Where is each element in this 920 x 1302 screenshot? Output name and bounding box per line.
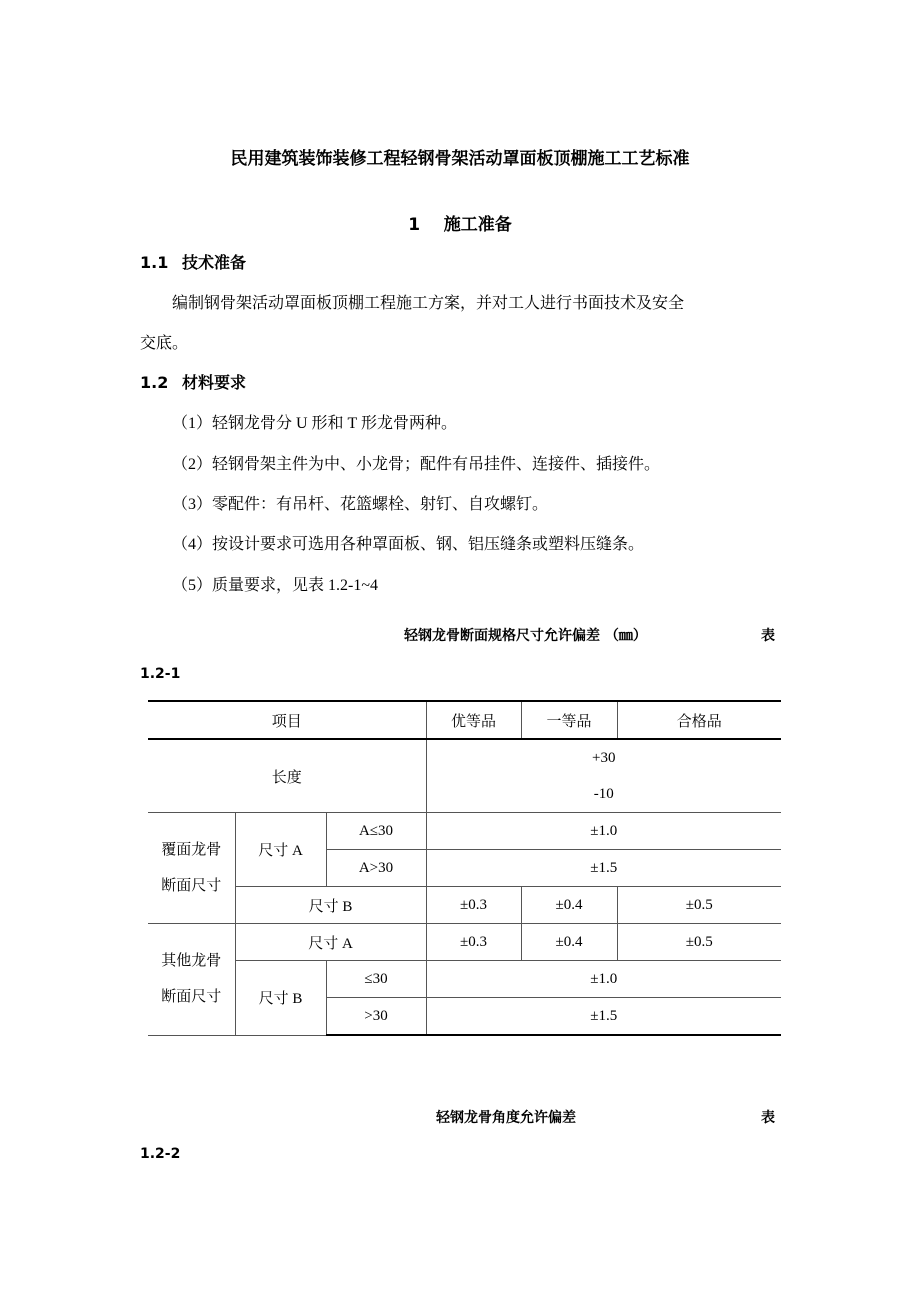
size-b-label: 尺寸 B — [235, 961, 326, 1036]
table-row — [148, 924, 781, 961]
length-label: 长度 — [148, 739, 426, 813]
list-item: （5）质量要求，见表 1.2-1~4 — [172, 577, 378, 594]
condition: A≤30 — [326, 813, 426, 850]
value: ±1.0 — [426, 961, 781, 998]
table-caption: 轻钢龙骨角度允许偏差 — [436, 1110, 576, 1126]
paragraph-line: 交底。 — [140, 335, 189, 352]
value: ±0.3 — [426, 924, 521, 961]
section-1-2-heading — [140, 370, 246, 393]
list-item: （1）轻钢龙骨分 U 形和 T 形龙骨两种。 — [172, 415, 458, 432]
condition: ≤30 — [326, 961, 426, 998]
table-number: 1.2-1 — [140, 666, 181, 682]
condition: A>30 — [326, 850, 426, 887]
table-row — [148, 961, 781, 998]
value: ±0.4 — [521, 887, 617, 924]
list-item: （3）零配件：有吊杆、花篮螺栓、射钉、自攻螺钉。 — [172, 496, 549, 513]
table-number: 1.2-2 — [140, 1146, 181, 1162]
header-grade-2: 一等品 — [521, 701, 617, 739]
document-title: 民用建筑装饰装修工程轻钢骨架活动罩面板顶棚施工工艺标准 — [230, 149, 690, 169]
label-line: 断面尺寸 — [161, 878, 222, 894]
header-item: 项目 — [148, 701, 426, 739]
table-row — [148, 887, 781, 924]
value: ±0.3 — [426, 887, 521, 924]
paragraph-line: 编制钢骨架活动罩面板顶棚工程施工方案，并对工人进行书面技术及安全 — [172, 295, 685, 312]
value: ±1.0 — [426, 813, 781, 850]
size-a-label: 尺寸 A — [235, 924, 426, 961]
list-item: （4）按设计要求可选用各种罩面板、钢、铝压缝条或塑料压缝条。 — [172, 536, 645, 553]
cover-keel-label — [148, 813, 235, 924]
length-minus: -10 — [593, 786, 614, 802]
size-b-label: 尺寸 B — [235, 887, 426, 924]
other-keel-label — [148, 924, 235, 1036]
table-caption: 轻钢龙骨断面规格尺寸允许偏差 （㎜） — [404, 628, 647, 644]
section-1-heading — [0, 210, 920, 235]
header-grade-3: 合格品 — [617, 701, 781, 739]
section-title: 施工准备 — [443, 215, 512, 235]
table-caption-suffix: 表 — [761, 628, 775, 644]
size-a-label: 尺寸 A — [235, 813, 326, 887]
label-line: 其他龙骨 — [161, 953, 222, 970]
table-row — [148, 739, 781, 813]
section-1-1-heading — [140, 250, 246, 273]
label-line: 断面尺寸 — [161, 989, 222, 1006]
length-value — [426, 739, 781, 813]
section-title: 技术准备 — [182, 253, 247, 272]
value: ±0.5 — [617, 887, 781, 924]
header-grade-1: 优等品 — [426, 701, 521, 739]
value: ±1.5 — [426, 850, 781, 887]
condition: >30 — [326, 998, 426, 1036]
table-header-row — [148, 701, 781, 739]
value: ±1.5 — [426, 998, 781, 1036]
table-caption-suffix: 表 — [761, 1110, 775, 1126]
list-item: （2）轻钢骨架主件为中、小龙骨；配件有吊挂件、连接件、插接件。 — [172, 456, 661, 473]
label-line: 覆面龙骨 — [161, 842, 222, 858]
length-plus: +30 — [592, 750, 616, 766]
section-title: 材料要求 — [182, 373, 247, 392]
section-number: 1 — [408, 215, 421, 235]
section-number: 1.2 — [140, 373, 169, 392]
table-row — [148, 813, 781, 850]
value: ±0.5 — [617, 924, 781, 961]
value: ±0.4 — [521, 924, 617, 961]
tolerance-table — [148, 700, 781, 1036]
section-number: 1.1 — [140, 253, 169, 272]
